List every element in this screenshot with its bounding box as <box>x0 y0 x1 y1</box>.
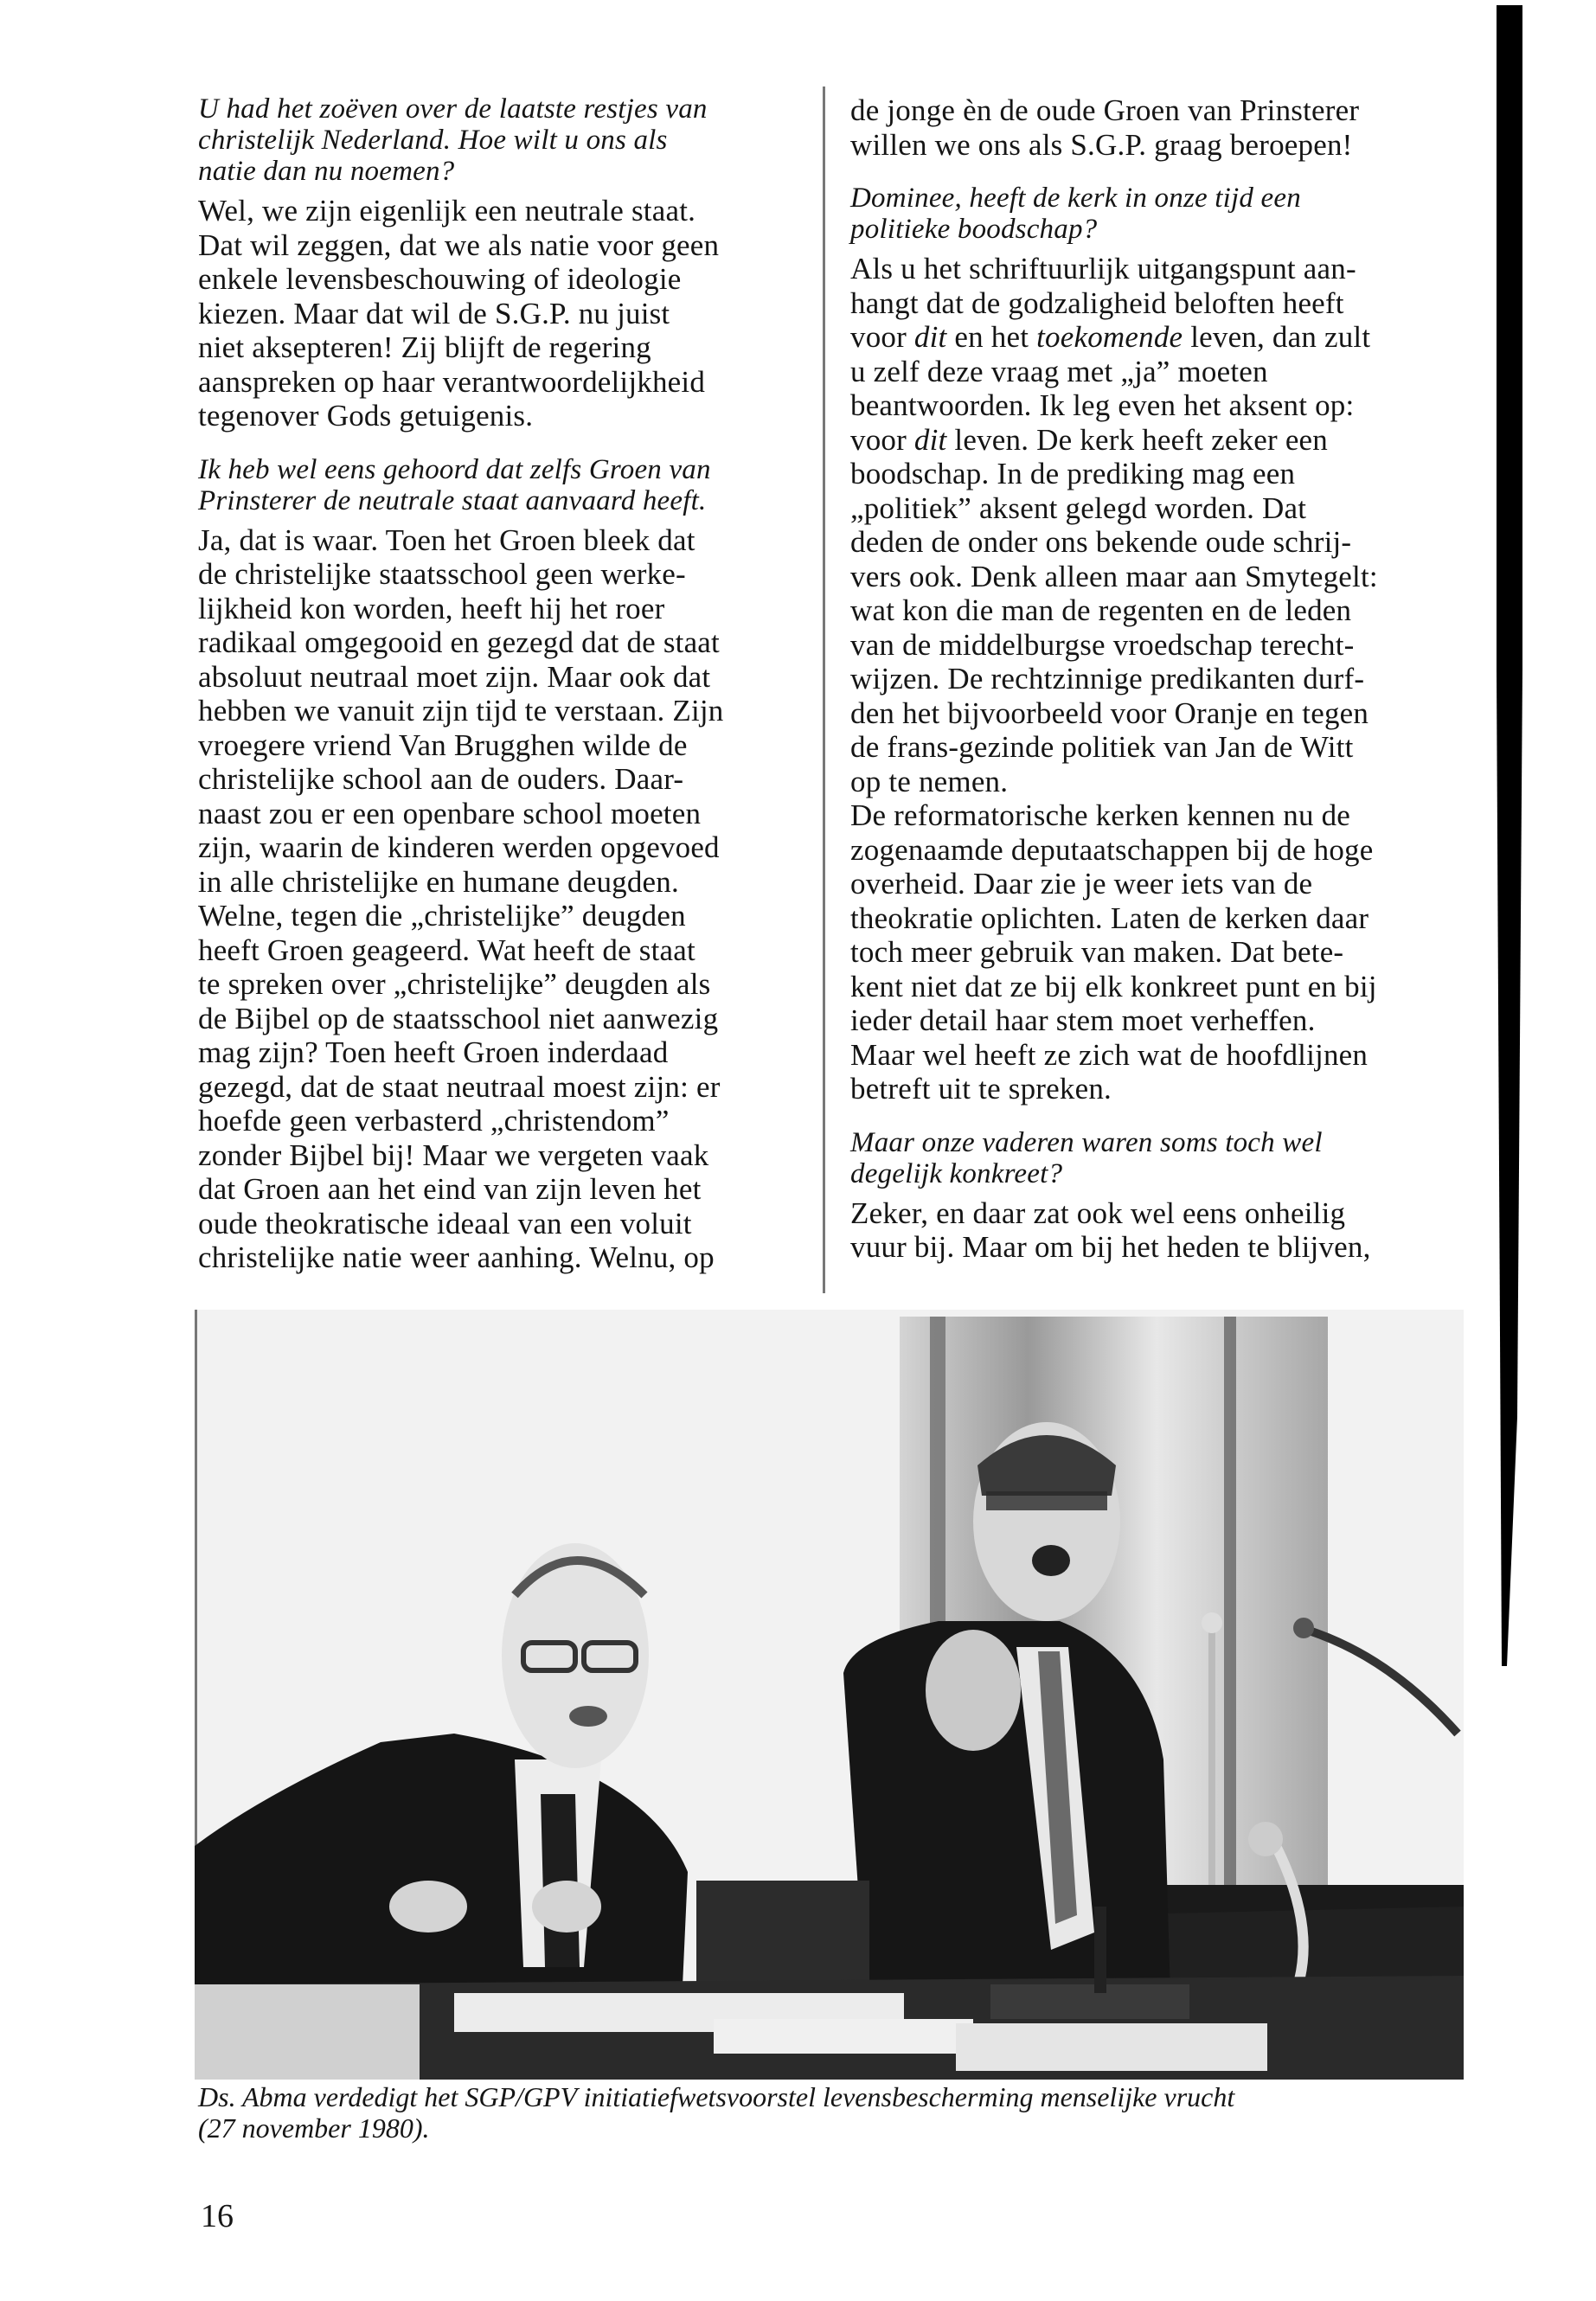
emphasis: dit <box>913 422 947 457</box>
text-line: beantwoorden. Ik leg even het aksent op: <box>850 388 1355 422</box>
text-line: Wel, we zijn eigenlijk een neutrale staat. <box>198 194 696 228</box>
text-line: in alle christelijke en humane deugden. <box>198 864 679 899</box>
text-line: hebben we vanuit zijn tijd te verstaan. Zijn <box>198 694 724 727</box>
text-line: Als u het schriftuurlijk uitgangspunt aan- <box>850 252 1356 285</box>
text-line: mag zijn? Toen heeft Groen inderdaad <box>198 1035 669 1069</box>
emphasis: dit <box>913 320 947 354</box>
text-line: degelijk konkreet? <box>850 1157 1063 1189</box>
text-line: de Bijbel op de staatsschool niet aanwezig <box>198 1001 719 1035</box>
caption-line: (27 november 1980). <box>198 2112 430 2144</box>
text-line: Ja, dat is waar. Toen het Groen bleek dat <box>198 522 695 557</box>
text-line: den het bijvoorbeeld voor Oranje en tegen <box>850 695 1369 730</box>
text-line: christelijk Nederland. Hoe wilt u ons als <box>198 125 668 156</box>
interview-answer-2 <box>198 523 821 1275</box>
text-line: overheid. Daar zie je weer iets van de <box>850 867 1313 901</box>
text-line: willen we ons als S.G.P. graag beroepen! <box>850 127 1353 162</box>
text-line: zijn, waarin de kinderen werden opgevoed <box>198 830 720 864</box>
text-line: politieke boodschap? <box>850 214 1098 245</box>
column-divider <box>823 87 825 1293</box>
text-line: gezegd, dat de staat neutraal moest zijn: er <box>198 1069 721 1104</box>
text-line: op te nemen. <box>850 764 1009 798</box>
text-line: kent niet dat ze bij elk konkreet punt en bij <box>850 969 1377 1003</box>
text-line: radikaal omgegooid en gezegd dat de staat <box>198 625 720 659</box>
text-line: tegenover Gods getuigenis. <box>198 399 534 433</box>
photo-illustration <box>195 1310 1464 2080</box>
interview-question-1 <box>198 93 821 187</box>
text-line: deden de onder ons bekende oude schrij- <box>850 525 1352 559</box>
text-line: lijkheid kon worden, heeft hij het roer <box>198 591 665 625</box>
text-line: Maar onze vaderen waren soms toch wel <box>850 1126 1323 1158</box>
text-line: te spreken over „christelijke” deugden als <box>198 967 711 1001</box>
text-line: wijzen. De rechtzinnige predikanten durf- <box>850 662 1365 695</box>
text-line: zonder Bijbel bij! Maar we vergeten vaak <box>198 1138 709 1172</box>
text-line: Ik heb wel eens gehoord dat zelfs Groen van <box>198 453 711 485</box>
interview-question-3 <box>850 183 1456 245</box>
right-column <box>850 93 1456 1265</box>
text-line: u zelf deze vraag met „ja” moeten <box>850 354 1268 388</box>
text-line: de frans-gezinde politiek van Jan de Witt <box>850 730 1354 764</box>
text-line: boodschap. In de prediking mag een <box>850 457 1296 490</box>
text-line: toch meer gebruik van maken. Dat bete- <box>850 935 1344 969</box>
text-line: zogenaamde deputaatschappen bij de hoge <box>850 832 1374 867</box>
text-line: absoluut neutraal moet zijn. Maar ook dat <box>198 659 711 694</box>
text-line: christelijke school aan de ouders. Daar- <box>198 762 684 796</box>
text-line: niet aksepteren! Zij blijft de regering <box>198 330 651 364</box>
text-line: aanspreken op haar verantwoordelijkheid <box>198 364 706 399</box>
text-line: Zeker, en daar zat ook wel eens onheilig <box>850 1195 1346 1230</box>
scan-edge-bar <box>1497 5 1522 1666</box>
text-line: Dat wil zeggen, dat we als natie voor geen <box>198 228 720 262</box>
text-line: ieder detail haar stem moet verheffen. <box>850 1003 1316 1037</box>
text-line: Welne, tegen die „christelijke” deugden <box>198 899 686 933</box>
text-line: dat Groen aan het eind van zijn leven het <box>198 1172 702 1206</box>
text-line: vroegere vriend Van Brugghen wilde de <box>198 727 688 762</box>
text-line: van de middelburgse vroedschap terecht- <box>850 627 1355 662</box>
text-line: theokratie oplichten. Laten de kerken daar <box>850 901 1369 935</box>
text-line: wat kon die man de regenten en de leden <box>850 593 1352 627</box>
text-line: heeft Groen geageerd. Wat heeft de staat <box>198 933 695 967</box>
interview-answer-4 <box>850 1196 1456 1265</box>
text-line: betreft uit te spreken. <box>850 1072 1112 1106</box>
text-line: oude theokratische ideaal van een voluit <box>198 1206 692 1240</box>
text-line: voor dit leven. De kerk heeft zeker een <box>850 422 1328 457</box>
text-line: enkele levensbeschouwing of ideologie <box>198 262 682 296</box>
text-line: de christelijke staatsschool geen werke- <box>198 557 686 591</box>
text-line: U had het zoëven over de laatste restjes van <box>198 93 708 125</box>
news-photo <box>195 1310 1464 2080</box>
text-line: voor dit en het toekomende leven, dan zult <box>850 320 1371 354</box>
text-line: de jonge èn de oude Groen van Prinsterer <box>850 93 1360 127</box>
text-line: kiezen. Maar dat wil de S.G.P. nu juist <box>198 296 670 330</box>
text-line: vers ook. Denk alleen maar aan Smytegelt: <box>850 559 1378 593</box>
interview-question-4 <box>850 1127 1456 1189</box>
left-column <box>198 93 821 1275</box>
text-line: De reformatorische kerken kennen nu de <box>850 798 1351 832</box>
text-line: naast zou er een openbare school moeten <box>198 796 702 830</box>
text-line: christelijke natie weer aanhing. Welnu, op <box>198 1240 715 1274</box>
text-line: Maar wel heeft ze zich wat de hoofdlijnen <box>850 1037 1368 1072</box>
text-line: vuur bij. Maar om bij het heden te blijven, <box>850 1230 1371 1264</box>
text-line: Dominee, heeft de kerk in onze tijd een <box>850 183 1301 214</box>
caption-line: Ds. Abma verdedigt het SGP/GPV initiatiefwetsvoorstel levensbescherming menselijke vrucht <box>198 2081 1235 2112</box>
page-number: 16 <box>201 2198 234 2234</box>
text-line: hangt dat de godzaligheid beloften heeft <box>850 285 1344 320</box>
text-line: natie dan nu noemen? <box>198 156 455 187</box>
text-line: hoefde geen verbasterd „christendom” <box>198 1104 670 1138</box>
photo-caption <box>198 2081 1478 2144</box>
text-line: „politiek” aksent gelegd worden. Dat <box>850 490 1307 525</box>
text-line: Prinsterer de neutrale staat aanvaard heeft. <box>198 484 707 516</box>
interview-question-2 <box>198 454 821 516</box>
interview-answer-1 <box>198 194 821 433</box>
emphasis: toekomende <box>1036 320 1183 354</box>
interview-answer-3 <box>850 252 1456 1106</box>
interview-answer-2-continued <box>850 93 1456 162</box>
